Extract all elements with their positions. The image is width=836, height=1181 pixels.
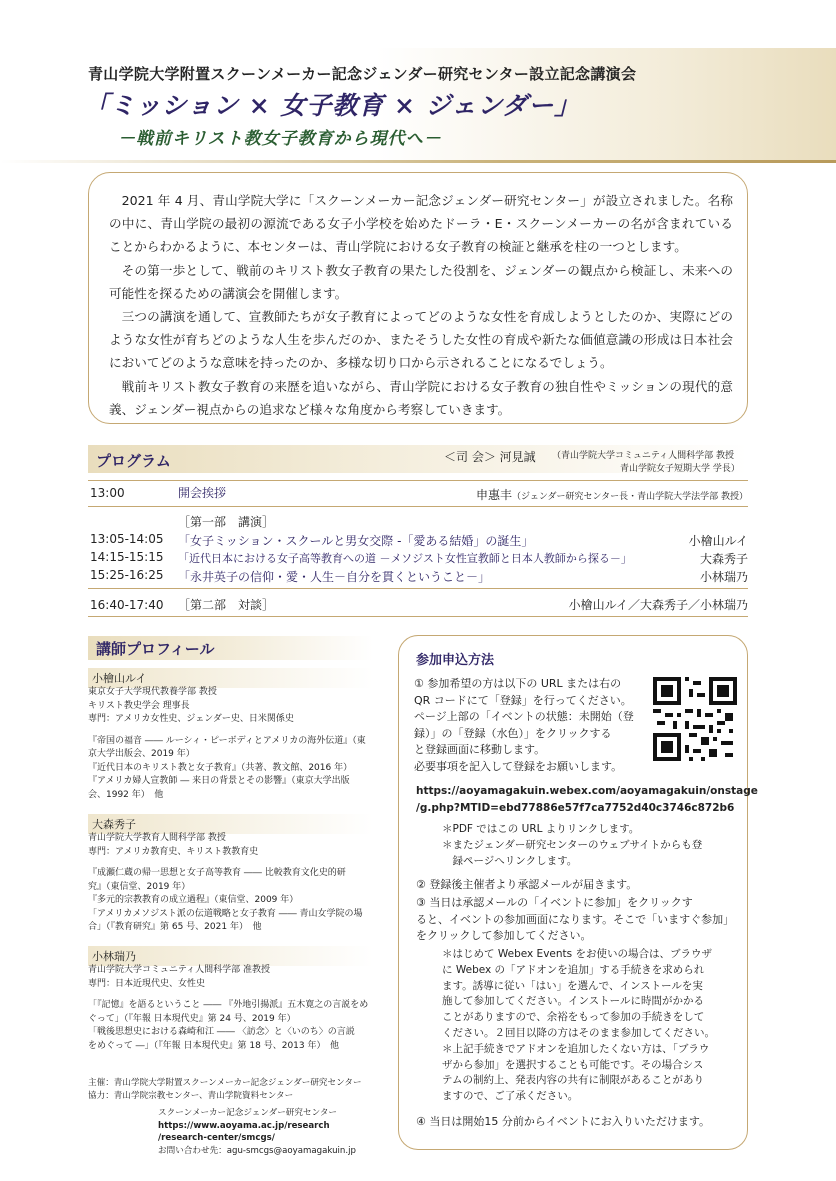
part2-speakers: 小檜山ルイ／大森秀子／小林瑞乃 xyxy=(568,598,748,612)
profile-line: 専門：アメリカ女性史、ジェンダー史、日米関係史 xyxy=(88,714,294,724)
organizer: 主催：青山学院大学附置スクーンメーカー記念ジェンダー研究センター xyxy=(88,1078,362,1088)
profile-line: 京大学出版会、2019 年） xyxy=(88,749,195,759)
profile-line: 究』（東信堂、2019 年） xyxy=(88,881,191,892)
program-divider xyxy=(88,616,748,617)
talk-time: 14:15-15:15 xyxy=(90,550,164,564)
note-line: ＊上記手続きでアドオンを追加したくない方は、「ブラウ xyxy=(442,1042,710,1055)
program-divider xyxy=(88,588,748,589)
intro-paragraph: 2021 年 4 月、青山学院大学に「スクーンメーカー記念ジェンダー研究センター」が設立されました。名称の中に、青山学院の最初の源流である女子小学校を始めたドーラ・E・スクーンメーカーの名が含まれていることからわかるように、本センターは、青山学院における女子教育の検証と継承を柱の一つとします。 xyxy=(109,193,733,255)
talk-speaker: 大森秀子 xyxy=(699,552,748,566)
lecturer-name: 小檜山ルイ xyxy=(88,668,373,688)
profile-line: 「戦後思想史における森崎和江 ―― 〈訪念〉と〈いのち〉の言説 xyxy=(88,1027,355,1037)
part1-label: ［第一部 講演］ xyxy=(178,515,275,529)
program-heading: プログラム xyxy=(96,452,171,470)
step-line: と登録画面に移動します。 xyxy=(414,743,546,756)
qr-code[interactable] xyxy=(653,677,737,761)
contact-org: スクーンメーカー記念ジェンダー研究センター xyxy=(158,1108,338,1118)
step-line: QR コードにて「登録」を行ってください。 xyxy=(414,693,632,707)
profile-line: 『成瀬仁蔵の帰一思想と女子高等教育 ―― 比較教育文化史的研 xyxy=(88,868,346,878)
profile-line: 青山学院大学コミュニティ人間科学部 准教授 xyxy=(88,965,270,975)
profile-line: 合」（『教育研究』第 65 号、2021 年） 他 xyxy=(88,922,262,932)
profile-line: 『多元的宗教教育の成立過程』（東信堂、2009 年） xyxy=(88,895,299,905)
opening-label: 開会挨拶 xyxy=(178,486,227,500)
profile-line: 『アメリカ婦人宣教師 ― 来日の背景とその影響』（東京大学出版 xyxy=(88,776,350,786)
step-line: ③ 当日は承認メールの「イベントに参加」をクリックす xyxy=(416,896,693,909)
apply-heading: 参加申込方法 xyxy=(416,653,495,668)
profile-line: 青山学院大学教育人間科学部 教授 xyxy=(88,833,226,843)
mc-affiliation: （青山学院大学コミュニティ人間科学部 教授 xyxy=(552,451,734,461)
talk-speaker: 小檜山ルイ xyxy=(688,534,748,548)
lecturer-profile xyxy=(88,832,378,935)
apply-step-3 xyxy=(416,895,746,945)
event-title: 「ミッション × 女子教育 × ジェンダー」 xyxy=(84,91,581,120)
lecturer-name: 小林瑞乃 xyxy=(88,946,373,966)
opening-time: 13:00 xyxy=(90,486,125,500)
note-line: 施して参加してください。インストールに時間がかかる xyxy=(442,995,704,1008)
webex-url[interactable] xyxy=(416,783,758,816)
part2-label: ［第二部 対談］ xyxy=(178,598,275,612)
apply-step-1 xyxy=(414,676,654,775)
lecturer-profile xyxy=(88,964,378,1053)
profile-line: ぐって」（『年報 日本現代史』第 24 号、2019 年） xyxy=(88,1013,296,1024)
lecturers-heading: 講師プロフィール xyxy=(96,640,215,658)
part2-time: 16:40-17:40 xyxy=(90,598,164,612)
url-line[interactable]: https://aoyamagakuin.webex.com/aoyamagakuin/onstage xyxy=(416,785,758,797)
header-divider xyxy=(0,160,836,163)
note-line: ください。２回目以降の方はそのまま参加してください。 xyxy=(442,1026,715,1039)
mc-affiliation: 青山学院女子短期大学 学長） xyxy=(620,464,740,474)
mc-name: ＜司 会＞ 河見誠 xyxy=(444,450,536,464)
profile-line: 専門：アメリカ教育史、キリスト教教育史 xyxy=(88,846,259,857)
opening-speaker xyxy=(476,486,748,503)
contact-url[interactable]: https://www.aoyama.ac.jp/research xyxy=(158,1120,330,1131)
contact-url[interactable]: /research-center/smcgs/ xyxy=(158,1133,275,1143)
profile-line: 「アメリカメソジスト派の伝道戦略と女子教育 ―― 青山女学院の場 xyxy=(88,908,363,919)
talk-speaker: 小林瑞乃 xyxy=(699,570,748,584)
note-line: テムの制約上、発表内容の共有に制限があることがあり xyxy=(442,1074,704,1087)
note-line: 録ページへリンクします。 xyxy=(442,854,578,867)
profile-line: 東京女子大学現代教養学部 教授 xyxy=(88,687,217,697)
profile-line: 『帝国の福音 ―― ルーシィ・ピーボディとアメリカの海外伝道』（東 xyxy=(88,735,366,746)
intro-paragraph: その第一歩として、戦前のキリスト教女子教育の果たした役割を、ジェンダーの観点から検証し、未来への可能性を探るための講演会を開催します。 xyxy=(109,262,733,301)
profile-line: 会、1992 年） 他 xyxy=(88,789,164,800)
url-line[interactable]: /g.php?MTID=ebd77886e57f7ca7752d40c3746c872b6 xyxy=(416,801,735,814)
talk-time: 13:05-14:05 xyxy=(90,532,164,546)
talk-title: 「女子ミッション・スクールと男女交際 -「愛ある結婚」の誕生」 xyxy=(178,534,534,548)
opening-speaker-aff: （ジェンダー研究センター長・青山学院大学法学部 教授） xyxy=(512,492,748,502)
event-tagline: －戦前キリスト教女子教育から現代へ－ xyxy=(118,129,442,149)
note-line: に Webex の「アドオンを追加」する手続きを求められ xyxy=(442,963,705,976)
lecturer-profile xyxy=(88,686,378,802)
pdf-note xyxy=(442,822,742,869)
intro-paragraph: 三つの講演を通して、宣教師たちが女子教育によってどのような女性を育成しようとしたのか、実際にどのような女性が育ちどのような人生を歩んだのか、またそうした女性の育成や新たな価値意識の形成は日本社会においてどのような意味を持ったのか、多様な切り口から示されることになるでしょう。 xyxy=(109,309,734,371)
contact-mail[interactable]: お問い合わせ先：agu-smcgs@aoyamagakuin.jp xyxy=(158,1145,356,1156)
cooperation: 協力：青山学院宗教センター、青山学院資料センター xyxy=(88,1091,294,1101)
intro-box xyxy=(88,172,748,424)
talk-title: 「永井英子の信仰・愛・人生－自分を貫くということ－」 xyxy=(178,570,491,584)
profile-line: 「『記憶』を語るということ ―― 『外地引揚派』五木寛之の言説をめ xyxy=(88,1000,369,1010)
note-line: ザから参加」を選択することも可能です。その場合シス xyxy=(442,1058,704,1071)
note-line: ＊またジェンダー研究センターのウェブサイトからも登 xyxy=(442,838,703,851)
note-line: ことがありますので、余裕をもって参加の手続きをして xyxy=(442,1011,705,1024)
profile-line: をめぐって ―」（『年報 日本現代史』第 18 号、2013 年） 他 xyxy=(88,1040,339,1051)
profile-line: 『近代日本のキリスト教と女子教育』（共著、教文館、2016 年） xyxy=(88,762,353,773)
event-subtitle: 青山学院大学附置スクーンメーカー記念ジェンダー研究センター設立記念講演会 xyxy=(88,65,637,83)
step-line: 必要事項を記入して登録をお願いします。 xyxy=(414,759,623,773)
step-line: ① 参加希望の方は以下の URL または右の xyxy=(414,677,622,690)
profile-line: 専門：日本近現代史、女性史 xyxy=(88,978,206,989)
step-line: ページ上部の「イベントの状態：未開始（登 xyxy=(414,710,634,723)
step-line: 録）」の「登録（水色）」をクリックする xyxy=(414,726,612,740)
intro-paragraph: 戦前キリスト教女子教育の来歴を追いながら、青山学院における女子教育の独自性やミッションの現代的意義、ジェンダー視点からの追求など様々な角度から考察していきます。 xyxy=(109,378,733,417)
note-line: ＊PDF ではこの URL よりリンクします。 xyxy=(442,823,640,835)
contact-block xyxy=(158,1107,356,1157)
profile-line: キリスト教史学会 理事長 xyxy=(88,700,190,711)
apply-step-4: ④ 当日は開始15 分前からイベントにお入りいただけます。 xyxy=(416,1115,710,1128)
lecturer-name: 大森秀子 xyxy=(88,814,373,834)
program-divider xyxy=(88,506,748,507)
talk-title: 「近代日本における女子高等教育への道 －メソジスト女性宣教師と日本人教師から探る－」 xyxy=(178,552,632,565)
note-line: ます。誘導に従い「はい」を選んで、インストールを実 xyxy=(442,979,703,992)
note-line: ＊はじめて Webex Events をお使いの場合は、ブラウザ xyxy=(442,948,712,960)
webex-note xyxy=(442,947,742,1105)
step-line: をクリックして参加してください。 xyxy=(416,929,592,942)
program-divider xyxy=(88,480,748,481)
opening-speaker-name: 申惠丰 xyxy=(476,488,513,502)
talk-time: 15:25-16:25 xyxy=(90,568,164,582)
note-line: ますので、ご了承ください。 xyxy=(442,1090,579,1103)
step-line: ると、イベントの参加画面になります。そこで「いますぐ参加」 xyxy=(416,912,735,926)
apply-step-2: ② 登録後主催者より承認メールが届きます。 xyxy=(416,878,638,891)
